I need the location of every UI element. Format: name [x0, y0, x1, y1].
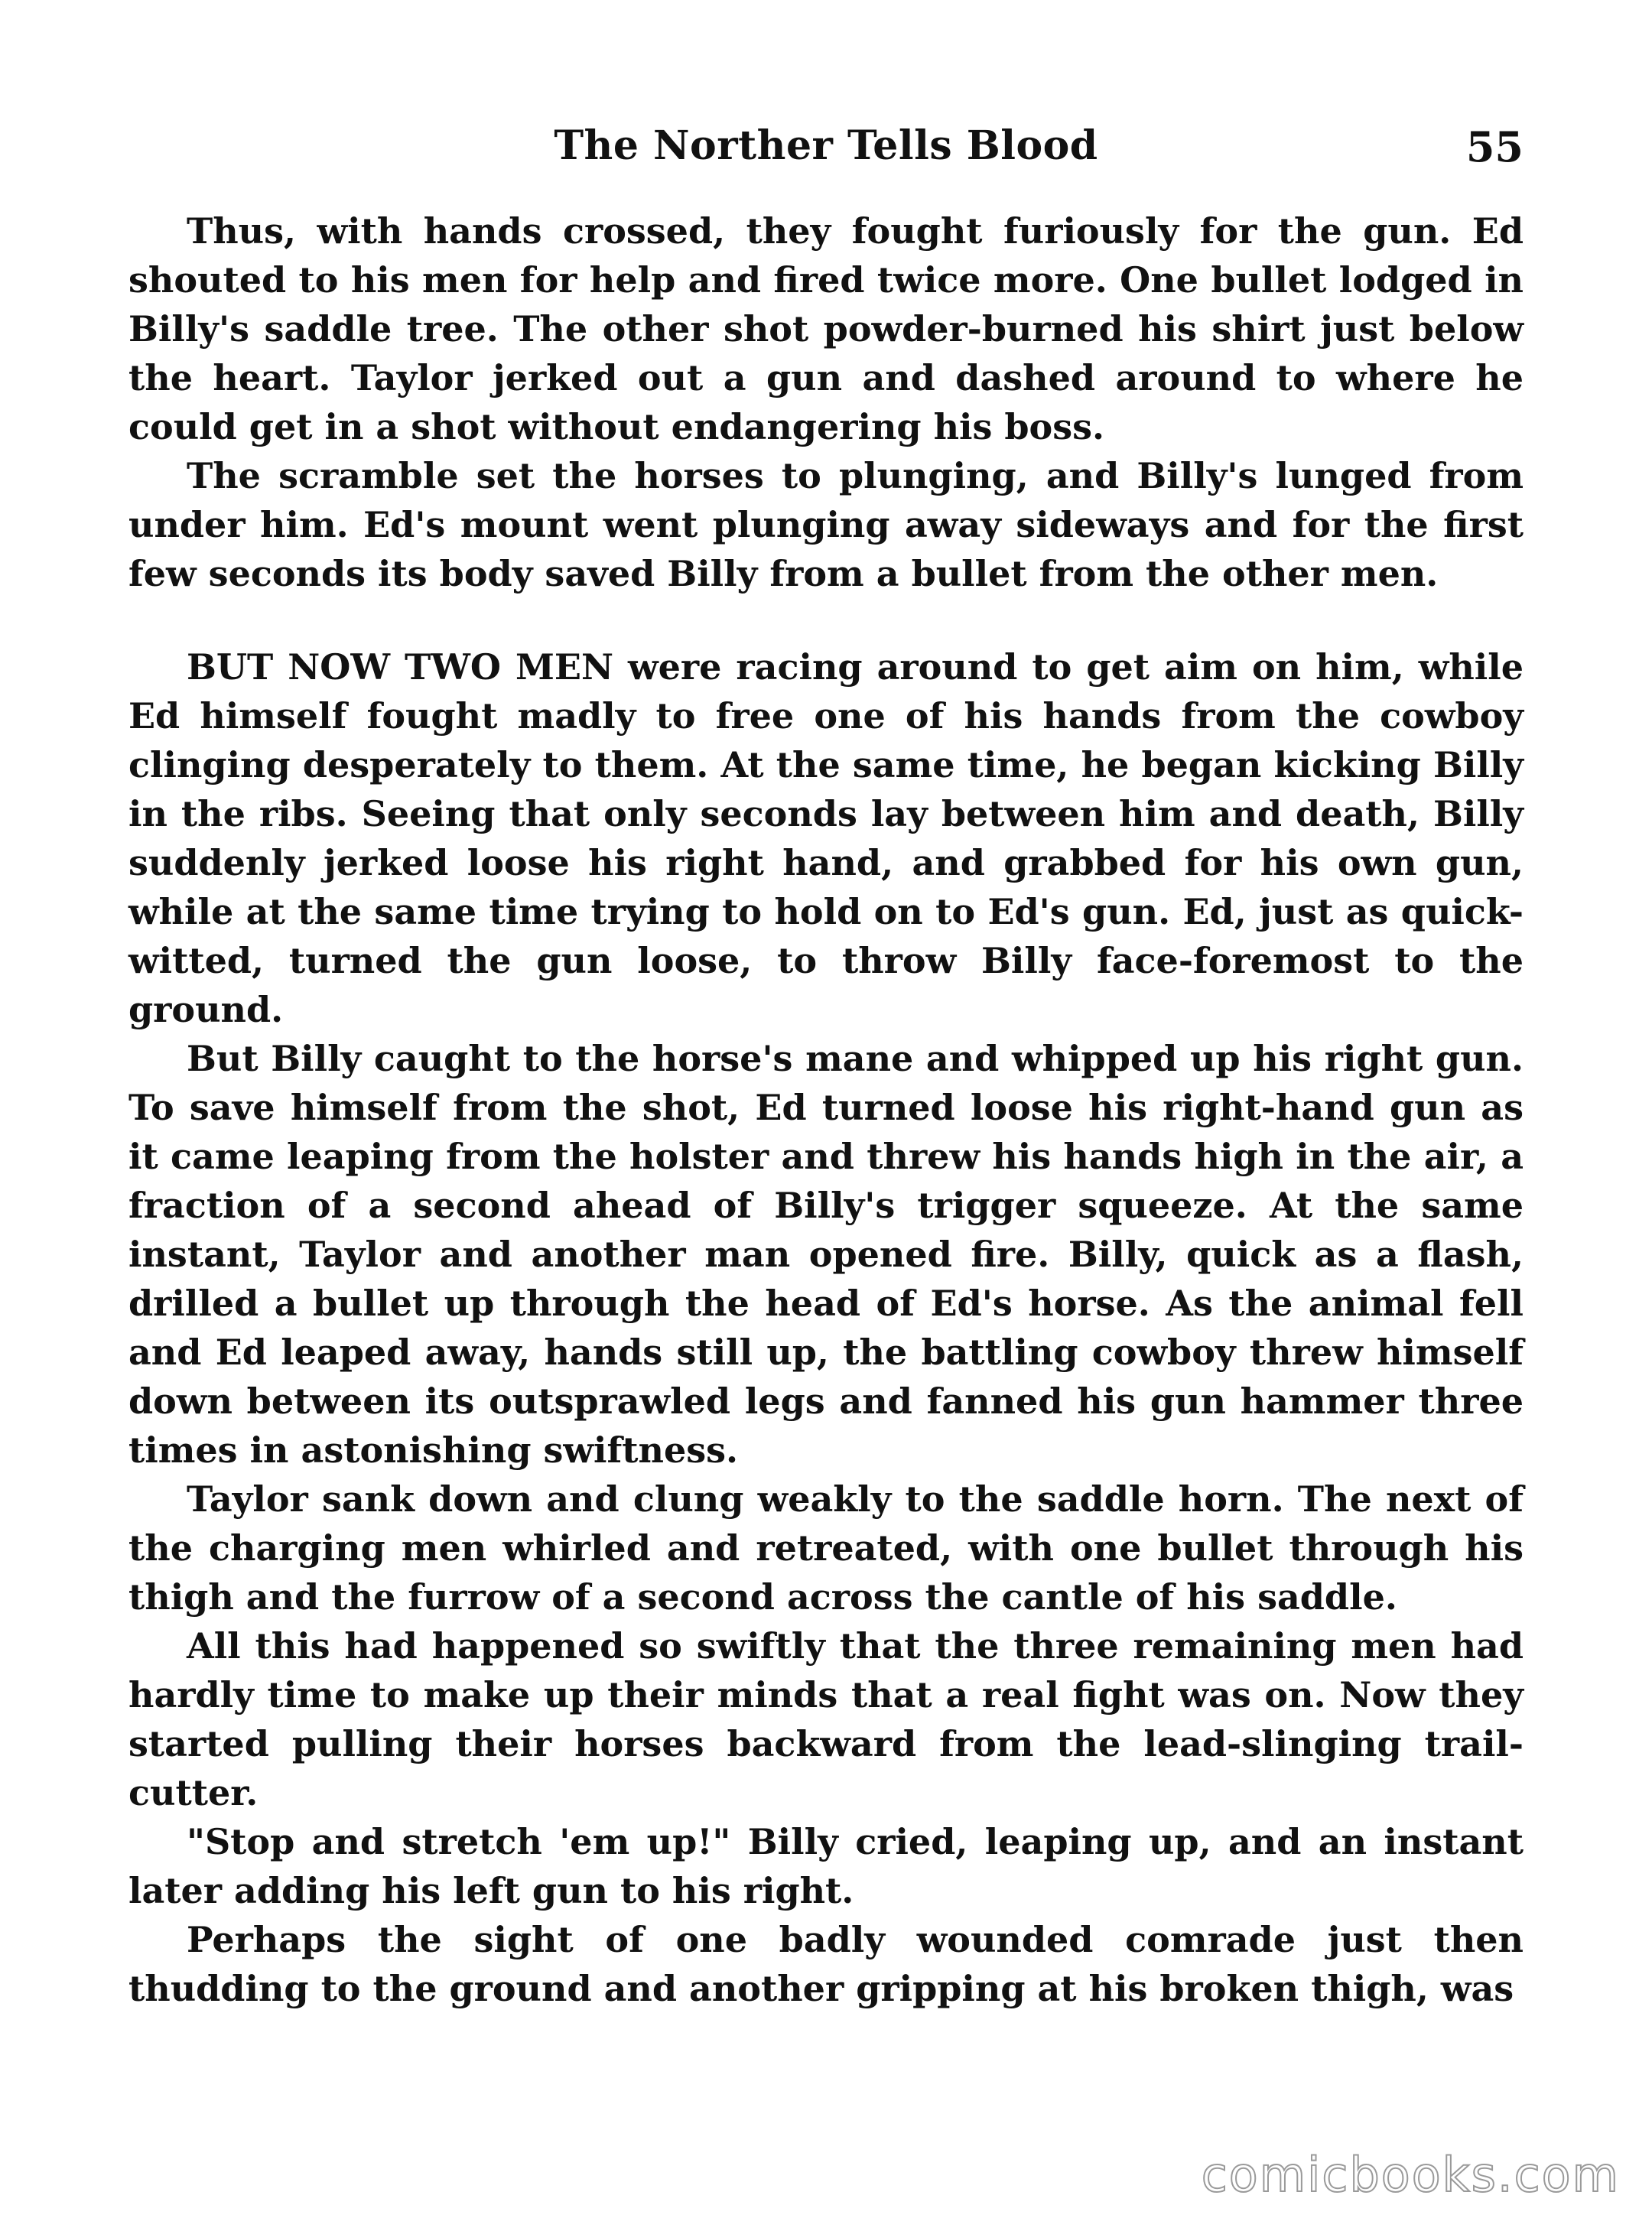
paragraph: "Stop and stretch 'em up!" Billy cried, leaping up, and an instant later adding his left gun to his right.: [128, 1821, 1524, 1911]
book-page: [128, 122, 1524, 2111]
paragraph: But Billy caught to the horse's mane and whipped up his right gun. To save himself from the shot, Ed turned loose his right-hand gun as it came leaping from the holster and threw his hands high in the air, a fraction of a second ahead of Billy's trigger squeeze. At the same instant, Taylor and another man opened fire. Billy, quick as a flash, drilled a bullet up through the head of Ed's horse. As the animal fell and Ed leaped away, hands still up, the battling cowboy threw himself down between its outsprawled legs and fanned his gun hammer three times in astonishing swiftness.: [128, 1038, 1524, 1471]
paragraph: BUT NOW TWO MEN were racing around to get aim on him, while Ed himself fought madly to free one of his hands from the cowboy clinging desperately to them. At the same time, he began kicking Billy in the ribs. Seeing that only seconds lay between him and death, Billy suddenly jerked loose his right hand, and grabbed for his own gun, while at the same time trying to hold on to Ed's gun. Ed, just as quick-witted, turned the gun loose, to throw Billy face-foremost to the ground.: [128, 646, 1524, 1030]
paragraph: The scramble set the horses to plunging, and Billy's lunged from under him. Ed's mount went plunging away sideways and for the first few seconds its body saved Billy from a bullet from the other men.: [128, 455, 1524, 594]
watermark: comicbooks.com: [1201, 2147, 1620, 2203]
paragraph: Thus, with hands crossed, they fought furiously for the gun. Ed shouted to his men for help and fired twice more. One bullet lodged in Billy's saddle tree. The other shot powder-burned his shirt just below the heart. Taylor jerked out a gun and dashed around to where he could get in a shot without endangering his boss.: [128, 210, 1524, 447]
page-header: [128, 122, 1524, 184]
page-number: 55: [1465, 122, 1524, 171]
paragraph: All this had happened so swiftly that the three remaining men had hardly time to make up their minds that a real fight was on. Now they started pulling their horses backward from the lead-slinging trail-cutter.: [128, 1625, 1524, 1813]
paragraph: Taylor sank down and clung weakly to the saddle horn. The next of the charging men whirled and retreated, with one bullet through his thigh and the furrow of a second across the cantle of his saddle.: [128, 1478, 1524, 1618]
running-title: The Norther Tells Blood: [554, 122, 1098, 169]
paragraph: Perhaps the sight of one badly wounded comrade just then thudding to the ground and another gripping at his broken thigh, was: [128, 1919, 1524, 2009]
body-text: [128, 207, 1524, 2013]
